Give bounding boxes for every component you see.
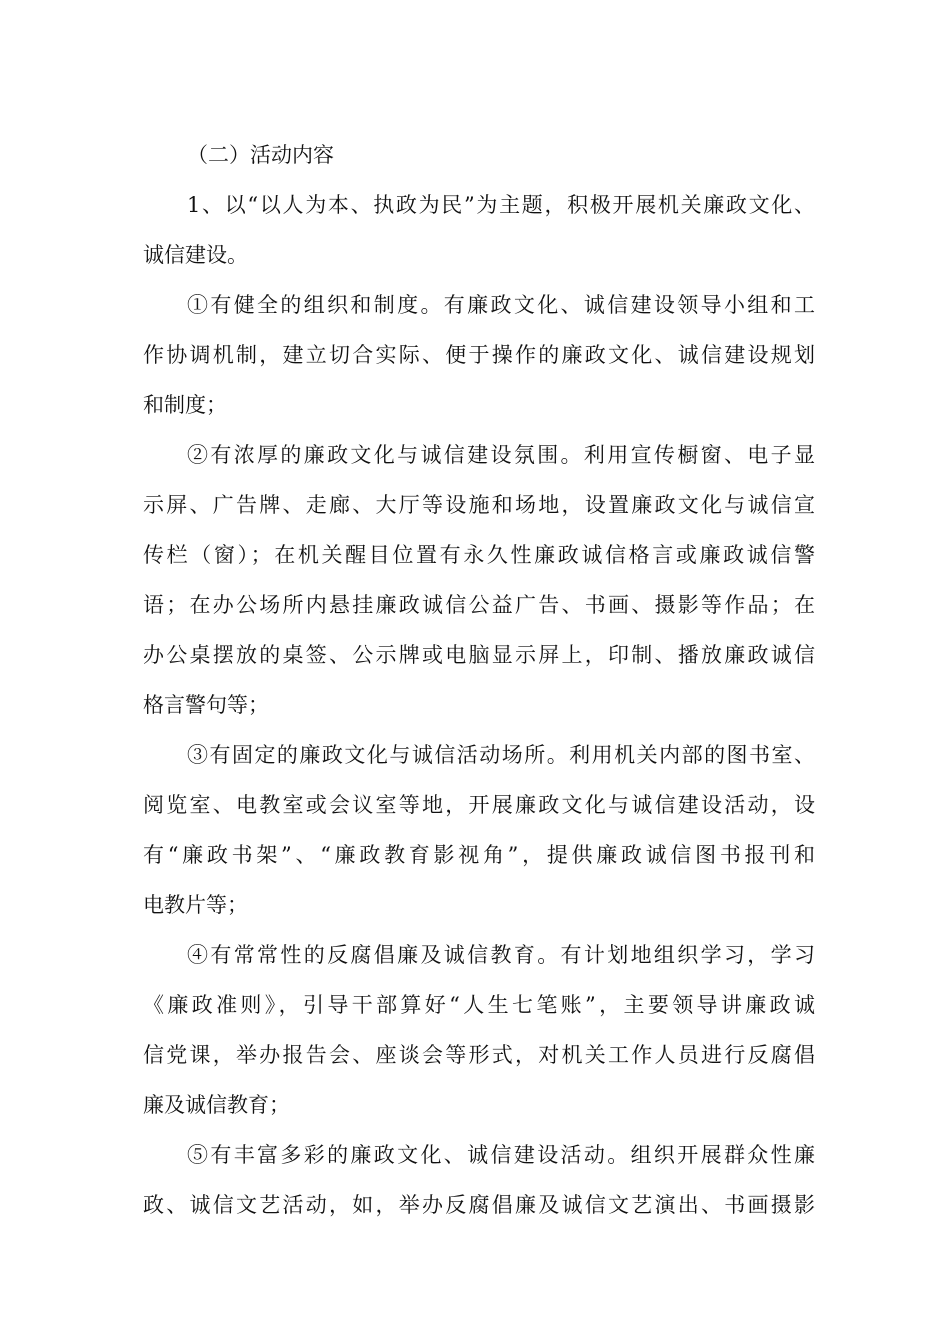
paragraph-line: 1、以“以人为本、执政为民”为主题，积极开展机关廉政文化、 <box>187 193 815 217</box>
paragraph-line: 信党课，举办报告会、座谈会等形式，对机关工作人员进行反腐倡 <box>143 1043 815 1067</box>
paragraph-line: 诚信建设。 <box>143 243 248 267</box>
paragraph-line: 有“廉政书架”、“廉政教育影视角”，提供廉政诚信图书报刊和 <box>143 843 815 867</box>
paragraph-line: ①有健全的组织和制度。有廉政文化、诚信建设领导小组和工 <box>187 293 815 317</box>
paragraph-line: 电教片等； <box>143 893 248 917</box>
paragraph-line: 办公桌摆放的桌签、公示牌或电脑显示屏上，印制、播放廉政诚信 <box>143 643 815 667</box>
paragraph-line: 阅览室、电教室或会议室等地，开展廉政文化与诚信建设活动，设 <box>143 793 815 817</box>
paragraph-line: 廉及诚信教育； <box>143 1093 290 1117</box>
paragraph-line: 示屏、广告牌、走廊、大厅等设施和场地，设置廉政文化与诚信宣 <box>143 493 815 517</box>
paragraph-line: 《廉政准则》，引导干部算好“人生七笔账”，主要领导讲廉政诚 <box>143 993 815 1017</box>
section-heading: （二）活动内容 <box>187 143 334 167</box>
paragraph-line: 传栏（窗）；在机关醒目位置有永久性廉政诚信格言或廉政诚信警 <box>143 543 815 567</box>
paragraph-line: ⑤有丰富多彩的廉政文化、诚信建设活动。组织开展群众性廉 <box>187 1143 815 1167</box>
paragraph-line: ②有浓厚的廉政文化与诚信建设氛围。利用宣传橱窗、电子显 <box>187 443 815 467</box>
paragraph-line: 作协调机制，建立切合实际、便于操作的廉政文化、诚信建设规划 <box>143 343 815 367</box>
paragraph-line: 格言警句等； <box>143 693 269 717</box>
paragraph-line: 语；在办公场所内悬挂廉政诚信公益广告、书画、摄影等作品；在 <box>143 593 815 617</box>
paragraph-line: ④有常常性的反腐倡廉及诚信教育。有计划地组织学习，学习 <box>187 943 815 967</box>
paragraph-line: 和制度； <box>143 393 227 417</box>
document-body <box>143 130 815 1230</box>
paragraph-line: ③有固定的廉政文化与诚信活动场所。利用机关内部的图书室、 <box>187 743 815 767</box>
paragraph-line: 政、诚信文艺活动，如，举办反腐倡廉及诚信文艺演出、书画摄影 <box>143 1193 815 1217</box>
